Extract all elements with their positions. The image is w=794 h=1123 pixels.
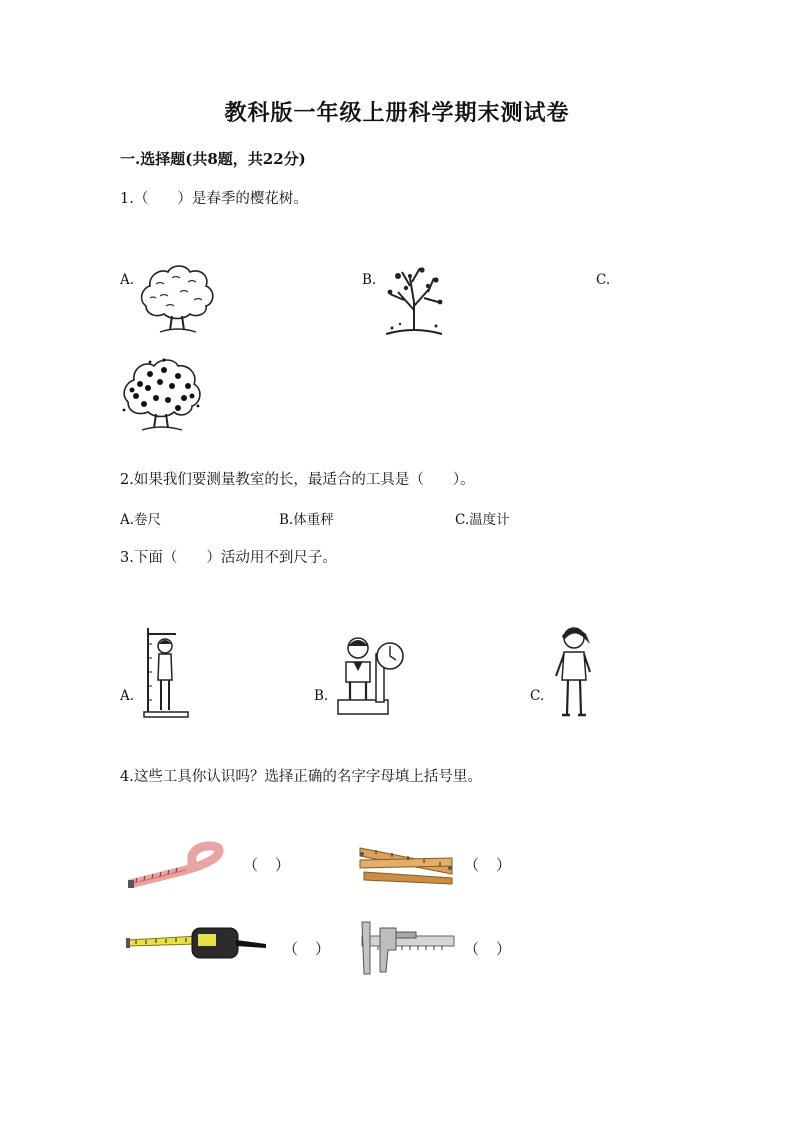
blank-3[interactable]: （ ） [283,940,332,958]
q3-option-a-label: A. [120,688,135,704]
bare-tree-image [380,262,448,340]
girl-standing-image [552,622,600,720]
page-title: 教科版一年级上册科学期末测试卷 [224,100,570,126]
weighing-scale-image [334,632,406,718]
question-3: 3.下面（ ）活动用不到尺子。 [120,550,337,566]
leafy-tree-image [136,262,218,338]
q3-option-c-label: C. [530,688,545,704]
question-4: 4.这些工具你认识吗？选择正确的名字字母填上括号里。 [120,769,482,785]
q3-option-b-label: B. [314,688,329,704]
blank-4[interactable]: （ ） [464,940,513,958]
section-heading: 一.选择题(共8题，共22分) [120,150,306,168]
blank-2[interactable]: （ ） [464,856,513,874]
question-2: 2.如果我们要测量教室的长，最适合的工具是（ ）。 [120,472,475,488]
q2-option-c: C.温度计 [455,512,510,528]
height-measuring-image [138,624,194,720]
q1-option-b-label: B. [362,272,377,288]
blank-1[interactable]: （ ） [243,856,292,874]
q1-option-c-label: C. [596,272,611,288]
q2-option-a: A.卷尺 [120,512,162,528]
soft-tape-measure-image [126,840,230,892]
question-1: 1.（ ）是春季的樱花树。 [120,191,308,207]
steel-tape-measure-image [126,922,268,962]
q2-option-b: B.体重秤 [279,512,334,528]
folding-ruler-image [356,838,456,888]
vernier-caliper-image [356,918,456,978]
blossom-tree-image [120,356,204,436]
q1-option-a-label: A. [120,272,135,288]
